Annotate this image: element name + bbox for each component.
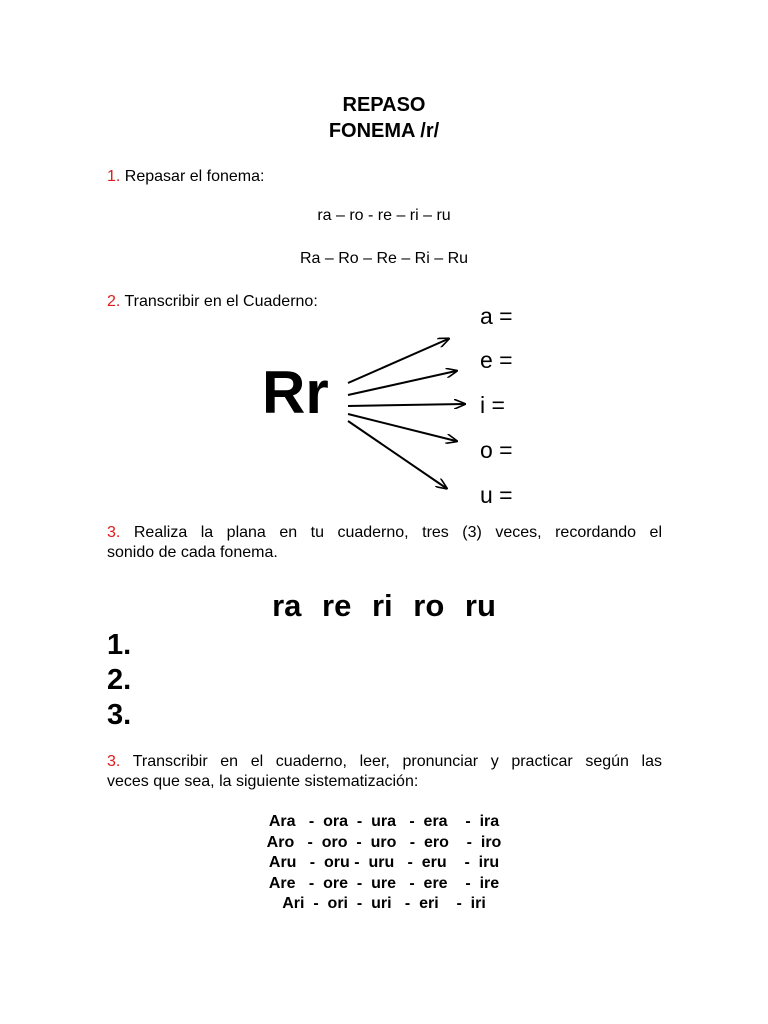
arrow-to-u	[348, 421, 446, 488]
arrow-to-o	[348, 414, 456, 441]
plana-syllable-ru: ru	[464, 588, 496, 623]
step3a-paragraph	[107, 523, 662, 563]
step3b-number: 3.	[107, 753, 121, 770]
vowel-u: u =	[480, 482, 513, 508]
plana-number-3: 3.	[107, 699, 132, 731]
step2-text: Transcribir en el Cuaderno:	[124, 293, 318, 310]
systematization-row-are: Are - ore - ure - ere - ire	[268, 874, 500, 892]
vowel-a: a =	[480, 303, 513, 329]
step1-number: 1.	[107, 168, 121, 185]
step1-text: Repasar el fonema:	[124, 168, 265, 185]
step1-lower-syllables: ra – ro - re – ri – ru	[317, 207, 451, 224]
step3b-paragraph	[107, 752, 662, 792]
plana-syllables	[0, 588, 768, 624]
arrow-to-i	[348, 404, 464, 406]
step3b-line1: Transcribir en el cuaderno, leer, pronunciar y practicar según las	[132, 753, 662, 770]
plana-number-1: 1.	[107, 629, 132, 661]
title-fonema: FONEMA /r/	[328, 120, 440, 142]
systematization-row-ari: Ari - ori - uri - eri - iri	[282, 895, 486, 912]
vowel-e: e =	[480, 347, 513, 373]
arrow-to-e	[348, 371, 456, 395]
step1-upper-syllables: Ra – Ro – Re – Ri – Ru	[299, 250, 469, 267]
systematization-table	[0, 812, 768, 915]
plana-number-2: 2.	[107, 664, 132, 696]
title-repaso: REPASO	[342, 94, 426, 116]
plana-syllable-ri: ri	[371, 588, 393, 623]
plana-syllable-ra: ra	[272, 588, 302, 623]
step2-number: 2.	[107, 293, 121, 310]
step3a-line2: sonido de cada fonema.	[107, 544, 278, 561]
step3b-line1-wrap	[107, 752, 662, 772]
step3a-line1-wrap	[107, 523, 662, 543]
systematization-row-aro: Aro - oro - uro - ero - iro	[266, 833, 502, 851]
vowel-o: o =	[480, 437, 513, 463]
vowel-i: i =	[480, 392, 505, 418]
systematization-row-aru: Aru - oru - uru - eru - iru	[268, 854, 500, 871]
plana-syllable-re: re	[322, 588, 352, 623]
step3a-line1: Realiza la plana en tu cuaderno, tres (3) veces, recordando el	[133, 524, 662, 541]
step3a-number: 3.	[107, 524, 121, 541]
systematization-row-ara: Ara - ora - ura - era - ira	[268, 813, 500, 830]
rr-letter: Rr	[262, 359, 329, 426]
plana-syllable-ro: ro	[413, 588, 445, 623]
step3b-line2: veces que sea, la siguiente sistematización:	[107, 773, 419, 790]
